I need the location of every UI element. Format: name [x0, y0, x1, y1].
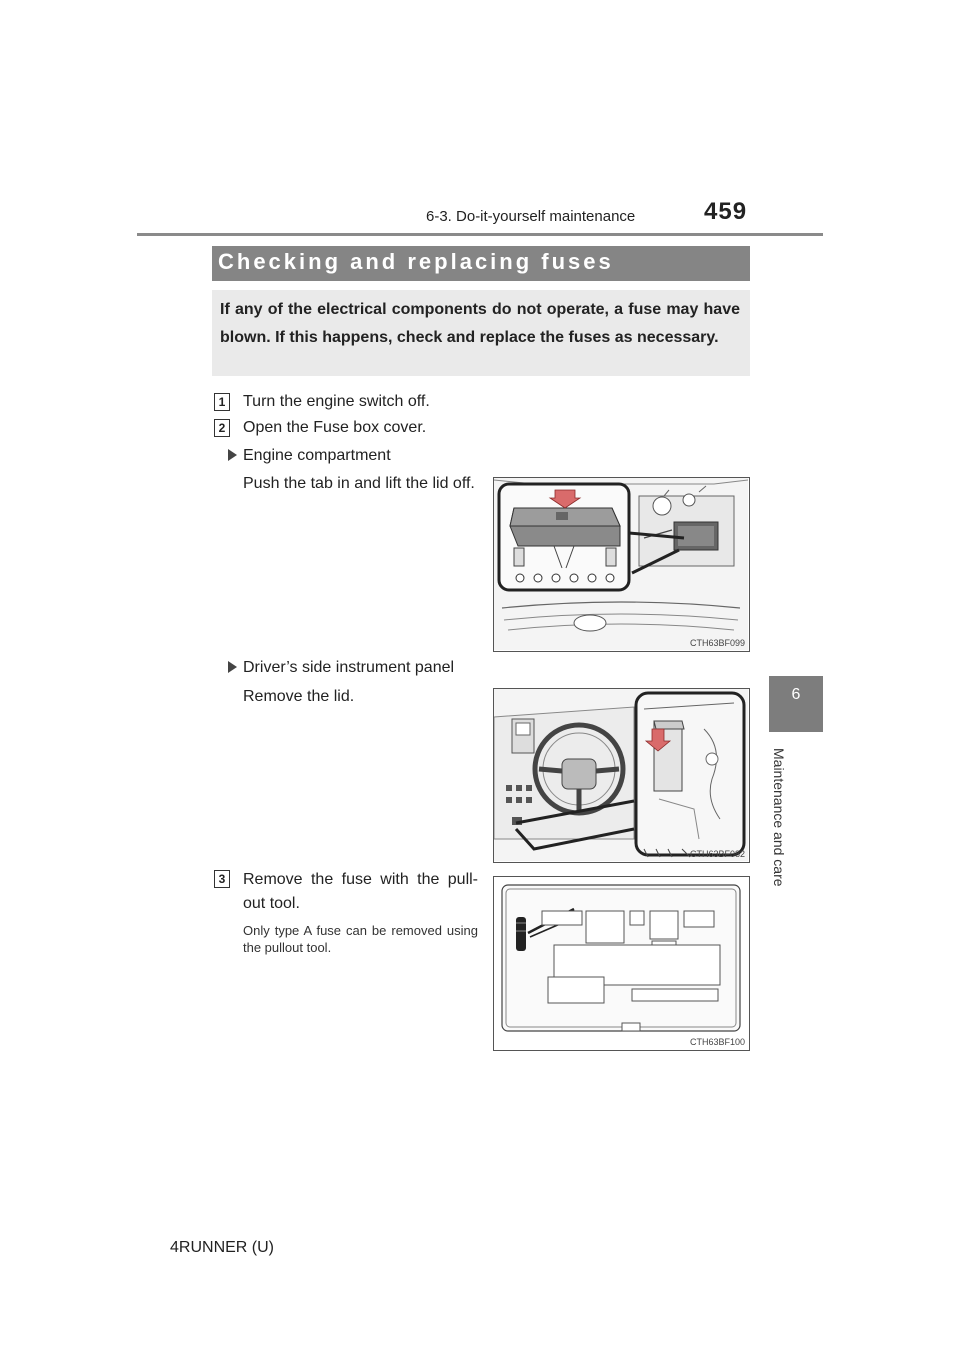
engine-instruction: Push the tab in and lift the lid off. — [243, 475, 475, 492]
section-heading-bar — [212, 246, 750, 281]
figure-code: CTH63BF082 — [689, 849, 745, 859]
instrument-panel-illustration — [494, 689, 748, 861]
footer-model: 4RUNNER (U) — [170, 1239, 274, 1256]
step-badge-1: 1 — [214, 393, 230, 411]
triangle-bullet-icon — [228, 661, 237, 673]
location-label: Driver’s side instrument panel — [243, 659, 455, 676]
step-2-text: Open the Fuse box cover. — [243, 419, 427, 436]
step-badge-2: 2 — [214, 419, 230, 437]
instrument-panel-figure — [493, 688, 750, 863]
panel-instruction: Remove the lid. — [243, 688, 355, 705]
intro-box — [212, 290, 750, 376]
location-instrument-panel — [228, 659, 454, 677]
engine-compartment-figure — [493, 477, 750, 652]
triangle-bullet-icon — [228, 449, 237, 461]
chapter-title: Maintenance and care — [771, 748, 787, 887]
engine-compartment-illustration — [494, 478, 748, 650]
header-rule — [137, 233, 823, 236]
fuse-box-illustration — [494, 877, 748, 1049]
step-badge-3: 3 — [214, 870, 230, 888]
section-heading: Checking and replacing fuses — [218, 249, 614, 274]
fuse-box-figure — [493, 876, 750, 1051]
page-number: 459 — [704, 198, 748, 225]
chapter-number: 6 — [791, 686, 801, 703]
figure-code: CTH63BF100 — [689, 1037, 745, 1047]
figure-code: CTH63BF099 — [689, 638, 745, 648]
step-3-note: Only type A fuse can be removed using the pullout tool. — [243, 923, 478, 955]
step-1-text: Turn the engine switch off. — [243, 393, 430, 410]
section-title: 6-3. Do-it-yourself maintenance — [426, 208, 636, 225]
location-engine-compartment — [228, 447, 391, 465]
chapter-tab — [769, 676, 823, 732]
chapter-side-label — [766, 748, 796, 898]
intro-text: If any of the electrical components do not operate, a fuse may have blown. If this happens, check and replace the fuses as necessary. — [220, 301, 740, 346]
step-3-text: Remove the fuse with the pull-out tool. — [243, 871, 478, 912]
location-label: Engine compartment — [243, 447, 391, 464]
